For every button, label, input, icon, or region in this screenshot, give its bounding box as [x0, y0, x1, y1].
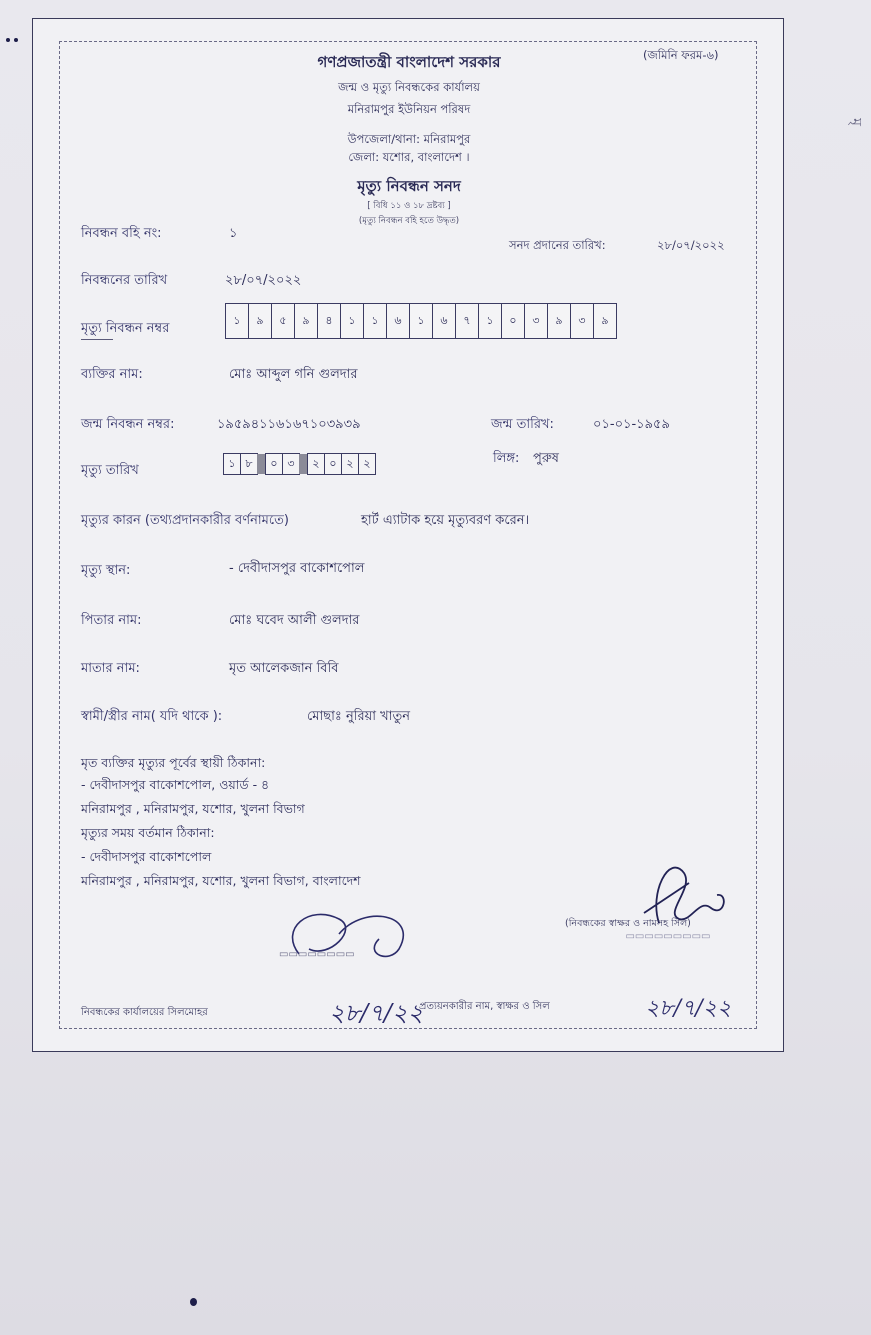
birth-reg-number-label: জন্ম নিবন্ধন নম্বর:	[81, 417, 175, 432]
sex-label: লিঙ্গ:	[493, 451, 520, 466]
extract-note: (মৃত্যু নিবন্ধন বহি হতে উদ্ধৃত)	[358, 216, 460, 226]
reg-digit: ৪	[317, 303, 341, 339]
death-date-boxes	[223, 453, 375, 475]
sex-value: পুরুষ	[533, 451, 559, 466]
father-name-label: পিতার নাম:	[81, 613, 142, 628]
reg-digit: ১	[478, 303, 502, 339]
issue-date-label: সনদ প্রদানের তারিখ:	[509, 238, 606, 252]
person-name-value: মোঃ আব্দুল গনি গুলদার	[229, 367, 358, 382]
date-digit: ২	[307, 453, 325, 475]
government-title: গণপ্রজাতন্ত্রী বাংলাদেশ সরকার	[317, 53, 501, 71]
death-place-label: মৃত্যু স্থান:	[81, 563, 131, 578]
current-address-line1: - দেবীদাসপুর বাকোশপোল	[81, 849, 212, 864]
register-book-value: ১	[229, 226, 238, 241]
date-digit: ৮	[240, 453, 258, 475]
handwritten-date-right: ২৮/৭/২২	[645, 996, 732, 1021]
register-book-label: নিবন্ধন বহি নং:	[81, 226, 162, 241]
father-name-value: মোঃ ঘবেদ আলী গুলদার	[229, 613, 360, 628]
edge-mark: মৃ	[847, 118, 864, 126]
permanent-address-line1: - দেবীদাসপুর বাকোশপোল, ওয়ার্ড - ৪	[81, 777, 270, 792]
union-title: মনিরামপুর ইউনিয়ন পরিষদ	[347, 102, 471, 116]
reg-digit: ৬	[386, 303, 410, 339]
date-digit: ০	[265, 453, 283, 475]
label-underline	[81, 339, 113, 340]
cause-value: হার্ট এ্যাটাক হয়ে মৃত্যুবরণ করেন।	[361, 513, 530, 528]
certificate-sheet	[32, 18, 784, 1052]
ink-dot	[14, 38, 18, 42]
handwritten-date-left: ২৮/৭/২২	[329, 999, 424, 1027]
reg-digit: ১	[225, 303, 249, 339]
registration-date-label: নিবন্ধনের তারিখ	[81, 273, 168, 288]
death-date-label: মৃত্যু তারিখ	[81, 463, 139, 478]
spouse-name-label: স্বামী/স্ত্রীর নাম( যদি থাকে ):	[81, 709, 223, 724]
date-digit: ২	[341, 453, 359, 475]
reg-digit: ৬	[432, 303, 456, 339]
reg-digit: ৯	[294, 303, 318, 339]
ink-dot	[6, 38, 10, 42]
reg-digit: ৭	[455, 303, 479, 339]
current-address-line2: মনিরামপুর , মনিরামপুর, যশোর, খুলনা বিভাগ, বাংলাদেশ	[81, 873, 361, 888]
reg-digit: ১	[363, 303, 387, 339]
form-id: (জমিনি ফরম-৬)	[643, 48, 719, 62]
person-name-label: ব্যক্তির নাম:	[81, 367, 143, 382]
office-title: জন্ম ও মৃত্যু নিবন্ধকের কার্যালয়	[338, 80, 480, 94]
date-digit: ২	[358, 453, 376, 475]
office-seal-label: নিবন্ধকের কার্যালয়ের সিলমোহর	[81, 1007, 208, 1018]
registration-date-value: ২৮/০৭/২০২২	[225, 273, 302, 288]
reg-digit: ১	[340, 303, 364, 339]
upazila-line: উপজেলা/থানা: মনিরামপুর	[347, 132, 471, 146]
birth-reg-number-value: ১৯৫৯৪১১৬১৬৭১০৩৯৩৯	[217, 417, 361, 432]
death-reg-number-label: মৃত্যু নিবন্ধন নম্বর	[81, 321, 170, 336]
reg-digit: ৫	[271, 303, 295, 339]
cause-label: মৃত্যুর কারন (তথ্যপ্রদানকারীর বর্ণনামতে)	[81, 513, 289, 528]
reg-digit: ৯	[248, 303, 272, 339]
mother-name-value: মৃত আলেকজান বিবি	[229, 661, 339, 676]
birth-date-label: জন্ম তারিখ:	[491, 417, 554, 432]
certifier-stamp: ▭▭▭▭▭▭▭▭	[279, 949, 355, 960]
reg-digit: ৩	[570, 303, 594, 339]
permanent-address-line2: মনিরামপুর , মনিরামপুর, যশোর, খুলনা বিভাগ	[81, 801, 305, 816]
permanent-address-label: মৃত ব্যক্তির মৃত্যুর পূর্বের স্থায়ী ঠিকানা:	[81, 755, 266, 770]
rule-reference: [ বিধি ১১ ও ১৮ দ্রষ্টব্য ]	[367, 201, 451, 211]
reg-digit: ৩	[524, 303, 548, 339]
mother-name-label: মাতার নাম:	[81, 661, 140, 676]
reg-digit: ৯	[547, 303, 571, 339]
registrar-label: (নিবন্ধকের স্বাক্ষর ও নামসহ সিল)	[565, 918, 691, 929]
district-line: জেলা: যশোর, বাংলাদেশ ।	[348, 150, 470, 164]
reg-digit: ১	[409, 303, 433, 339]
date-digit: ০	[324, 453, 342, 475]
reg-digit: ৯	[593, 303, 617, 339]
issue-date-value: ২৮/০৭/২০২২	[657, 238, 725, 252]
current-address-label: মৃত্যুর সময় বর্তমান ঠিকানা:	[81, 825, 215, 840]
spouse-name-value: মোছাঃ নুরিয়া খাতুন	[307, 709, 410, 724]
date-digit: ৩	[282, 453, 300, 475]
reg-digit: ০	[501, 303, 525, 339]
ink-dot	[190, 1298, 197, 1306]
certifier-label: প্রত্যয়নকারীর নাম, স্বাক্ষর ও সিল	[419, 1001, 550, 1012]
date-digit: ১	[223, 453, 241, 475]
death-reg-number-boxes	[225, 303, 616, 339]
certificate-title: মৃত্যু নিবন্ধন সনদ	[357, 177, 461, 195]
registrar-stamp: ▭▭▭▭▭▭▭▭▭	[625, 931, 711, 942]
death-place-value: - দেবীদাসপুর বাকোশপোল	[229, 561, 365, 576]
birth-date-value: ০১-০১-১৯৫৯	[593, 417, 670, 432]
